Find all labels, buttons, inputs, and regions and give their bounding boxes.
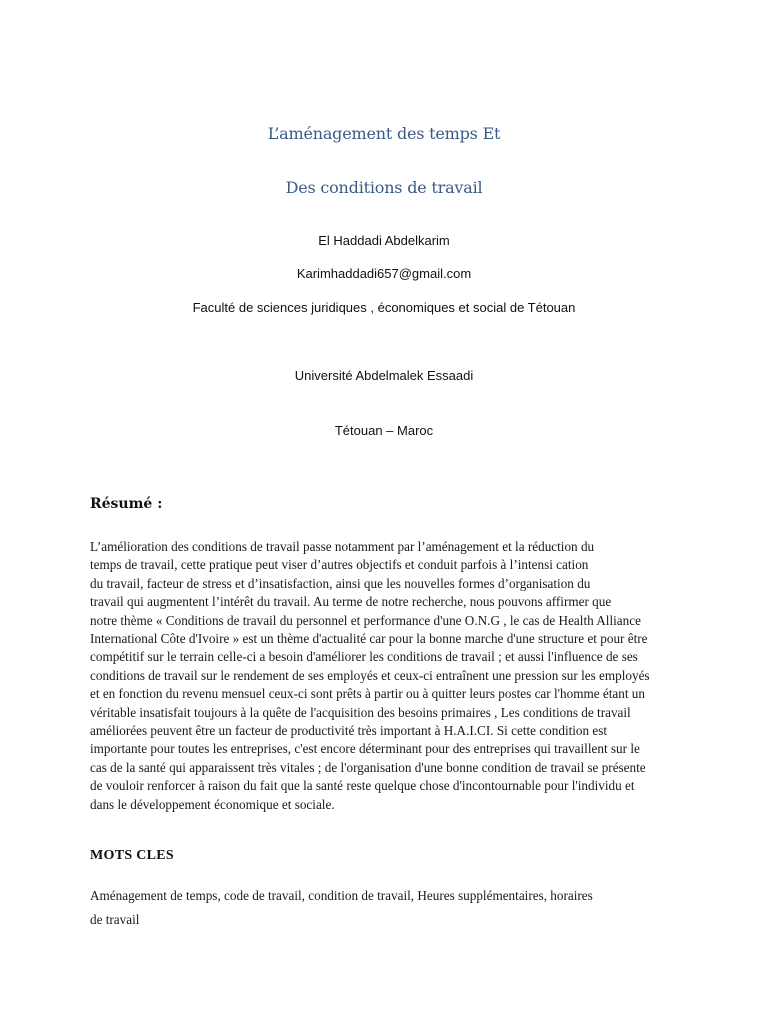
resume-line: importante pour toutes les entreprises, c'est encore déterminant pour des entreprises qui travaillent sur le	[90, 741, 640, 757]
resume-line: véritable insatisfait toujours à la quête de l'acquisition des besoins primaires , Les conditions de travail	[90, 704, 631, 720]
faculty-name: Faculté de sciences juridiques , économiques et social de Tétouan	[192, 300, 576, 315]
keywords-line: de travail	[90, 912, 140, 927]
resume-line: améliorées peuvent être un facteur de productivité très important à H.A.I.CI. Si cette condition est	[90, 723, 608, 739]
resume-line: temps de travail, cette pratique peut viser d’autres objectifs et conduit parfois à l’intensi cation	[90, 557, 589, 573]
author-email: Karimhaddadi657@gmail.com	[296, 266, 472, 281]
keywords-heading: MOTS CLES	[90, 848, 174, 863]
resume-body	[90, 538, 680, 814]
keywords-line: Aménagement de temps, code de travail, condition de travail, Heures supplémentaires, horaires	[90, 888, 593, 903]
resume-line: travail qui augmentent l’intérêt du travail. Au terme de notre recherche, nous pouvons affirmer que	[90, 594, 612, 610]
title-line-1: L’aménagement des temps Et	[267, 124, 501, 143]
resume-line: et en fonction du revenu mensuel ceux-ci sont prêts à partir ou à quitter leurs postes car l'homme étant un	[90, 686, 645, 702]
resume-heading: Résumé :	[90, 496, 163, 512]
author-name: El Haddadi Abdelkarim	[318, 233, 450, 248]
resume-line: du travail, facteur de stress et d’insatisfaction, ainsi que les nouvelles formes d’organisation du	[90, 575, 591, 591]
resume-line: dans le développement économique et sociale.	[90, 796, 335, 812]
university-name: Université Abdelmalek Essaadi	[294, 368, 474, 383]
keywords-body	[90, 884, 680, 932]
title-line-2: Des conditions de travail	[285, 178, 483, 197]
location: Tétouan – Maroc	[334, 423, 434, 438]
resume-line: cas de la santé qui apparaissent très vitales ; de l'organisation d'une bonne condition de travail se présente	[90, 759, 646, 775]
resume-line: compétitif sur le terrain celle-ci a besoin d'améliorer les conditions de travail ; et aussi l'influence de ses	[90, 649, 638, 665]
resume-line: de vouloir renforcer à raison du fait que la santé reste quelque chose d'incontournable pour l'individu et	[90, 778, 635, 794]
resume-line: International Côte d'Ivoire » est un thème d'actualité car pour la bonne marche d'une structure et pour être	[90, 631, 648, 647]
resume-line: conditions de travail sur le rendement de ses employés et ceux-ci entraînent une pression sur les employés	[90, 667, 650, 683]
resume-line: L’amélioration des conditions de travail passe notamment par l’aménagement et la réduction du	[90, 539, 595, 554]
resume-line: notre thème « Conditions de travail du personnel et performance d'une O.N.G , le cas de Health Alliance	[90, 612, 641, 628]
